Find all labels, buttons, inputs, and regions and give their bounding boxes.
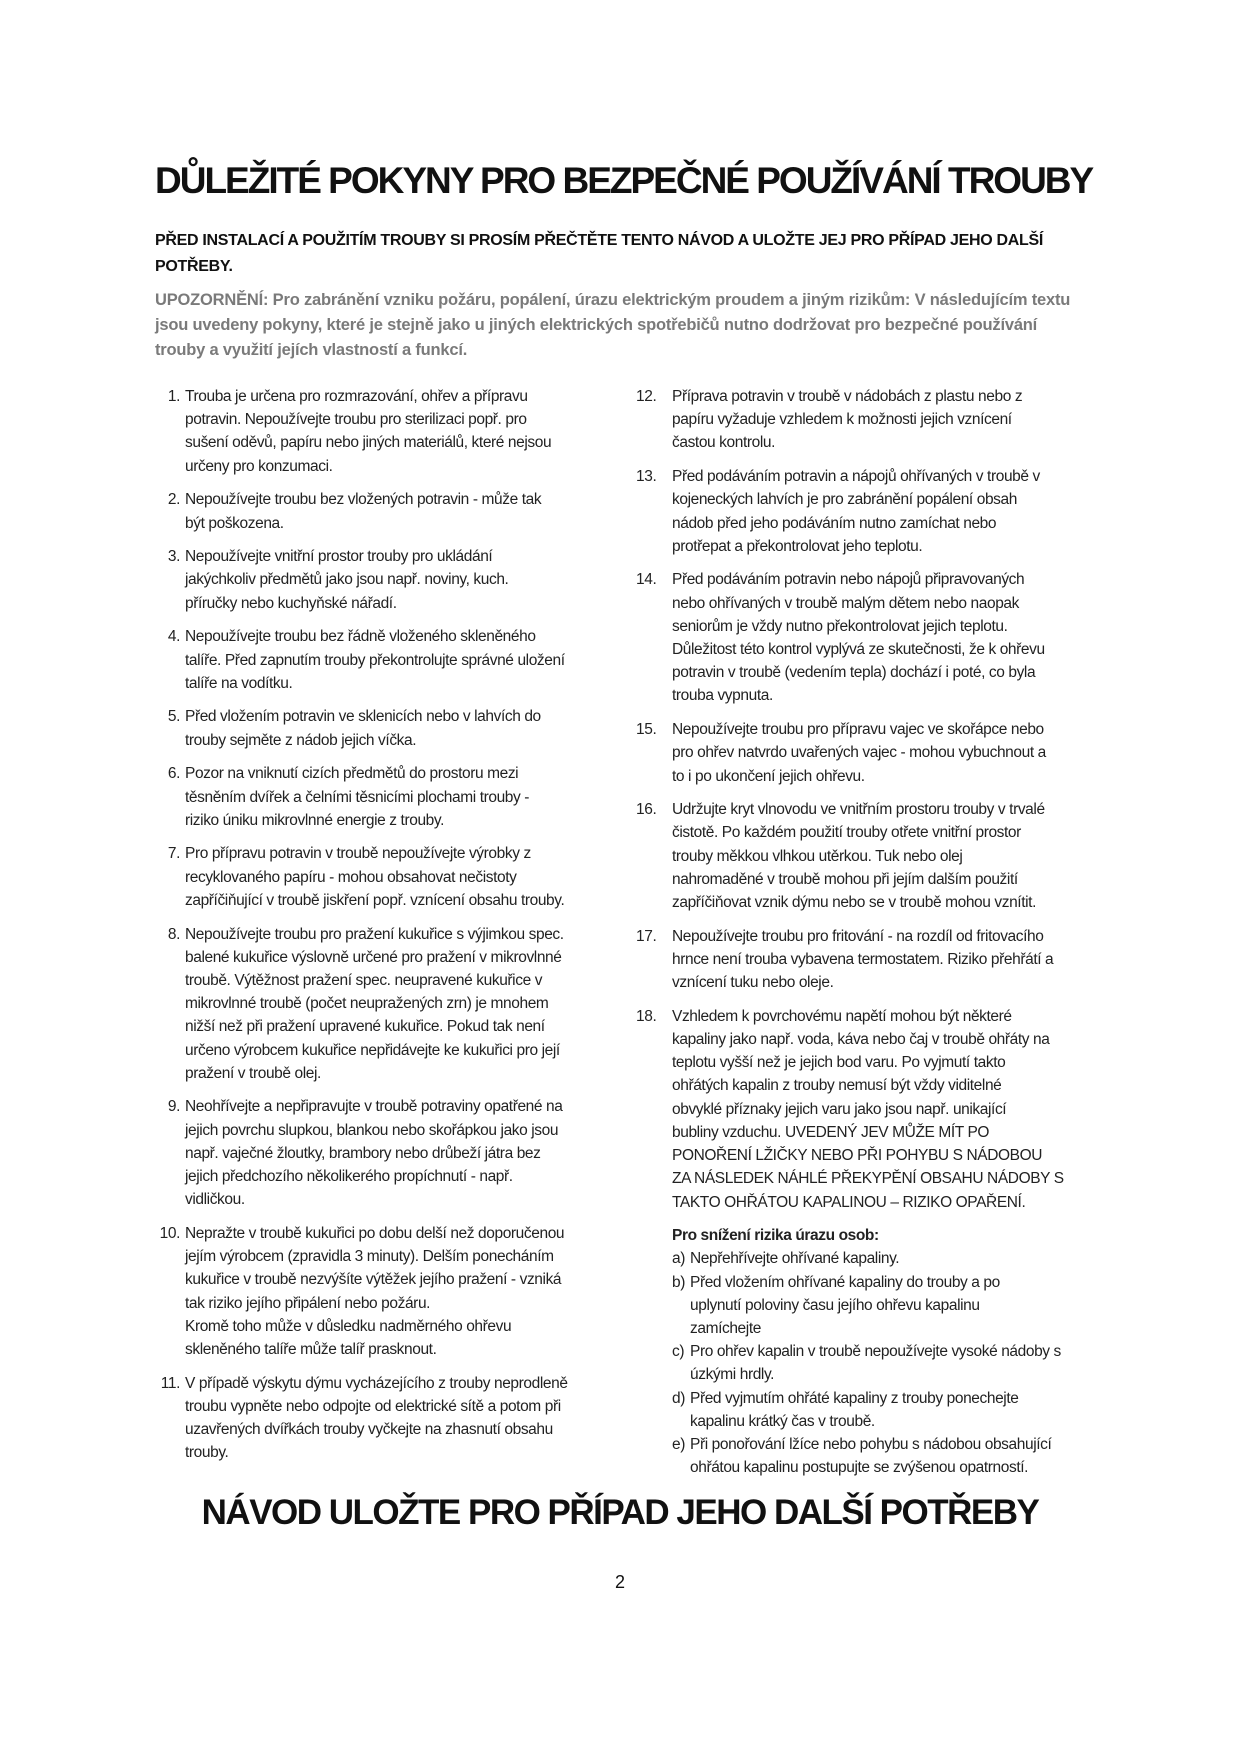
item-number: 7. <box>167 845 180 863</box>
list-item <box>636 718 1086 788</box>
item-number: 6. <box>167 765 180 783</box>
list-item <box>155 923 610 1085</box>
item-text: Pozor na vniknutí cizích předmětů do prostoru mezi těsněním dvířek a čelními těsnicími plochami trouby - riziko úniku mikrovlnné energie z trouby. <box>185 765 530 829</box>
item-text: Udržujte kryt vlnovodu ve vnitřním prostoru trouby v trvalé čistotě. Po každém použití trouby otřete vnitřní prostor trouby měkkou vlhkou utěrkou. Tuk nebo olej nahromaděné v troubě mohou při jejím dalším použití zapříčiňovat vznik dýmu nebo se v troubě mohou vznítit. <box>672 801 1045 912</box>
note-item-letter: c) <box>672 1343 685 1361</box>
list-item <box>155 762 610 832</box>
list-item <box>155 625 610 695</box>
instruction-subtitle: PŘED INSTALACÍ A POUŽITÍM TROUBY SI PROSÍM PŘEČTĚTE TENTO NÁVOD A ULOŽTE JEJ PRO PŘÍPAD JEHO DALŠÍ POTŘEBY. <box>155 232 1044 275</box>
footer-title: NÁVOD ULOŽTE PRO PŘÍPAD JEHO DALŠÍ POTŘEBY <box>201 1493 1039 1532</box>
note-item-text: Při ponořování lžíce nebo pohybu s nádobou obsahující ohřátou kapalinu postupujte se zvýšenou opatrností. <box>690 1436 1052 1477</box>
note-title: Pro snížení rizika úrazu osob: <box>672 1227 879 1245</box>
left-column <box>155 385 610 1475</box>
list-item <box>636 568 1086 707</box>
item-text: Před vložením potravin ve sklenicích nebo v lahvích do trouby sejměte z nádob jejich víčka. <box>185 708 541 749</box>
item-text: Vzhledem k povrchovému napětí mohou být některé kapaliny jako např. voda, káva nebo čaj v troubě ohřáty na teplotu vyšší než je jejich bod varu. Po vyjmutí takto ohřátých kapalin z trouby nemusí být vždy viditelné obvyklé příznaky jejich varu jako jsou např. unikající bubliny vzduchu. UVEDENÝ JEV MŮŽE MÍT PO PONOŘENÍ LŽIČKY NEBO PŘI POHYBU S NÁDOBOU ZA NÁSLEDEK NÁHLÉ PŘEKYPĚNÍ OBSAHU NÁDOBY S TAKTO OHŘÁTOU KAPALINOU – RIZIKO OPAŘENÍ. <box>672 1007 1064 1211</box>
item-text: V případě výskytu dýmu vycházejícího z trouby neprodleně troubu vypněte nebo odpojte od elektrické sítě a potom při uzavřených dvířkách trouby vyčkejte na zhasnutí obsahu trouby. <box>185 1374 568 1462</box>
list-item <box>636 465 1086 558</box>
list-item <box>636 1005 1086 1214</box>
item-number: 8. <box>167 925 180 943</box>
note-item-letter: d) <box>672 1389 685 1407</box>
list-item <box>155 545 610 615</box>
item-text: Nepražte v troubě kukuřici po dobu delší než doporučenou jejím výrobcem (zpravidla 3 minuty). Delším ponecháním kukuřice v troubě nezvýšíte výtěžek jejího pražení - vzniká tak riziko jejího připálení nebo požáru. Kromě toho může v důsledku nadměrného ohřevu skleněného talíře může talíř prasknout. <box>185 1225 565 1359</box>
list-item <box>636 925 1086 995</box>
item-number: 4. <box>167 628 180 646</box>
note-item <box>672 1271 1086 1341</box>
note-item <box>672 1433 1086 1479</box>
right-column <box>636 385 1086 1479</box>
item-text: Nepoužívejte troubu bez řádně vloženého skleněného talíře. Před zapnutím trouby překontrolujte správné uložení talíře na vodítku. <box>185 628 565 692</box>
item-number: 3. <box>167 548 180 566</box>
item-number: 9. <box>167 1098 180 1116</box>
list-item <box>155 1095 610 1211</box>
note-item-text: Pro ohřev kapalin v troubě nepoužívejte vysoké nádoby s úzkými hrdly. <box>690 1343 1061 1384</box>
item-number: 10. <box>159 1225 180 1242</box>
item-text: Nepoužívejte troubu pro přípravu vajec ve skořápce nebo pro ohřev natvrdo uvařených vajec - mohou vybuchnout a to i po ukončení jejich ohřevu. <box>672 721 1046 785</box>
list-item <box>155 842 610 912</box>
item-text: Trouba je určena pro rozmrazování, ohřev a přípravu potravin. Nepoužívejte troubu pro sterilizaci popř. pro sušení oděvů, papíru nebo jiných materiálů, které nejsou určeny pro konzumaci. <box>185 388 552 475</box>
page-title: DŮLEŽITÉ POKYNY PRO BEZPEČNÉ POUŽÍVÁNÍ TROUBY <box>155 160 1093 201</box>
item-number: 15. <box>636 721 657 739</box>
item-number: 11. <box>160 1374 180 1392</box>
warning-paragraph: UPOZORNĚNÍ: Pro zabránění vzniku požáru, popálení, úrazu elektrickým proudem a jiným rizikům: V následujícím textu jsou uvedeny pokyny, které je stejně jako u jiných elektrických spotřebičů nutno dodržovat pro bezpečné používání trouby a využití jejích vlastností a funkcí. <box>155 291 1071 359</box>
item-text: Nepoužívejte troubu pro pražení kukuřice s výjimkou spec. balené kukuřice výslovně určené pro pražení v mikrovlnné troubě. Výtěžnost pražení spec. neupravené kukuřice v mikrovlnné troubě (počet neupražených zrn) je mnohem nižší než při pražení upravené kukuřice. Pokud tak není určeno výrobcem kukuřice nepřidávejte ke kukuřici pro její pražení v troubě olej. <box>185 925 564 1082</box>
note-item <box>672 1247 1086 1270</box>
item-text: Nepoužívejte troubu bez vložených potravin - může tak být poškozena. <box>185 491 542 532</box>
note-item-letter: b) <box>672 1273 685 1291</box>
item-number: 14. <box>636 571 657 589</box>
item-number: 13. <box>636 468 657 486</box>
item-text: Před podáváním potravin a nápojů ohřívaných v troubě v kojeneckých lahvích je pro zabránění popálení obsah nádob před jeho podáváním nutno zamíchat nebo protřepat a překontrolovat jeho teplotu. <box>672 468 1040 555</box>
item-number: 16. <box>636 801 657 819</box>
item-text: Před podáváním potravin nebo nápojů připravovaných nebo ohřívaných v troubě malým dětem nebo naopak seniorům je vždy nutno překontrolovat jejich teplotu. Důležitost této kontrol vyplývá ze skutečnosti, že k ohřevu potravin v troubě (vedením tepla) dochází i poté, co byla trouba vypnuta. <box>672 571 1045 705</box>
risk-reduction-note <box>636 1224 1086 1479</box>
note-item-text: Před vložením ohřívané kapaliny do trouby a po uplynutí poloviny času jejího ohřevu kapalinu zamíchejte <box>690 1273 1000 1338</box>
item-text: Příprava potravin v troubě v nádobách z plastu nebo z papíru vyžaduje vzhledem k možnosti jejich vznícení častou kontrolu. <box>672 388 1023 452</box>
page-number: 2 <box>614 1572 625 1592</box>
item-number: 12. <box>636 388 657 405</box>
item-text: Nepoužívejte troubu pro fritování - na rozdíl od fritovacího hrnce není trouba vybavena termostatem. Riziko přehřátí a vznícení tuku nebo oleje. <box>672 927 1054 992</box>
item-number: 5. <box>167 708 180 726</box>
list-item <box>155 1372 610 1465</box>
item-text: Pro přípravu potravin v troubě nepoužívejte výrobky z recyklovaného papíru - mohou obsahovat nečistoty zapříčiňující v troubě jiskření popř. vznícení obsahu trouby. <box>185 845 565 909</box>
note-item-letter: a) <box>672 1250 685 1268</box>
item-text: Neohřívejte a nepřipravujte v troubě potraviny opatřené na jejich povrchu slupkou, blankou nebo skořápkou jako jsou např. vaječné žloutky, brambory nebo drůbeží játra bez jejich předchozího několikerého propíchnutí - např. vidličkou. <box>185 1098 563 1209</box>
list-item <box>155 385 610 478</box>
note-item <box>672 1387 1086 1433</box>
item-number: 18. <box>636 1007 657 1025</box>
list-item <box>155 488 610 534</box>
list-item <box>636 385 1086 455</box>
note-item <box>672 1340 1086 1386</box>
item-number: 17. <box>636 927 657 945</box>
note-item-text: Před vyjmutím ohřáté kapaliny z trouby ponechejte kapalinu krátký čas v troubě. <box>690 1389 1019 1430</box>
item-text: Nepoužívejte vnitřní prostor trouby pro ukládání jakýchkoliv předmětů jako jsou např. noviny, kuch. příručky nebo kuchyňské nářadí. <box>185 548 509 612</box>
list-item <box>155 1222 610 1361</box>
item-number: 2. <box>167 491 180 509</box>
list-item <box>155 705 610 751</box>
note-item-letter: e) <box>672 1436 685 1454</box>
list-item <box>636 798 1086 914</box>
item-number: 1. <box>167 388 180 405</box>
note-item-text: Nepřehřívejte ohřívané kapaliny. <box>690 1250 900 1268</box>
